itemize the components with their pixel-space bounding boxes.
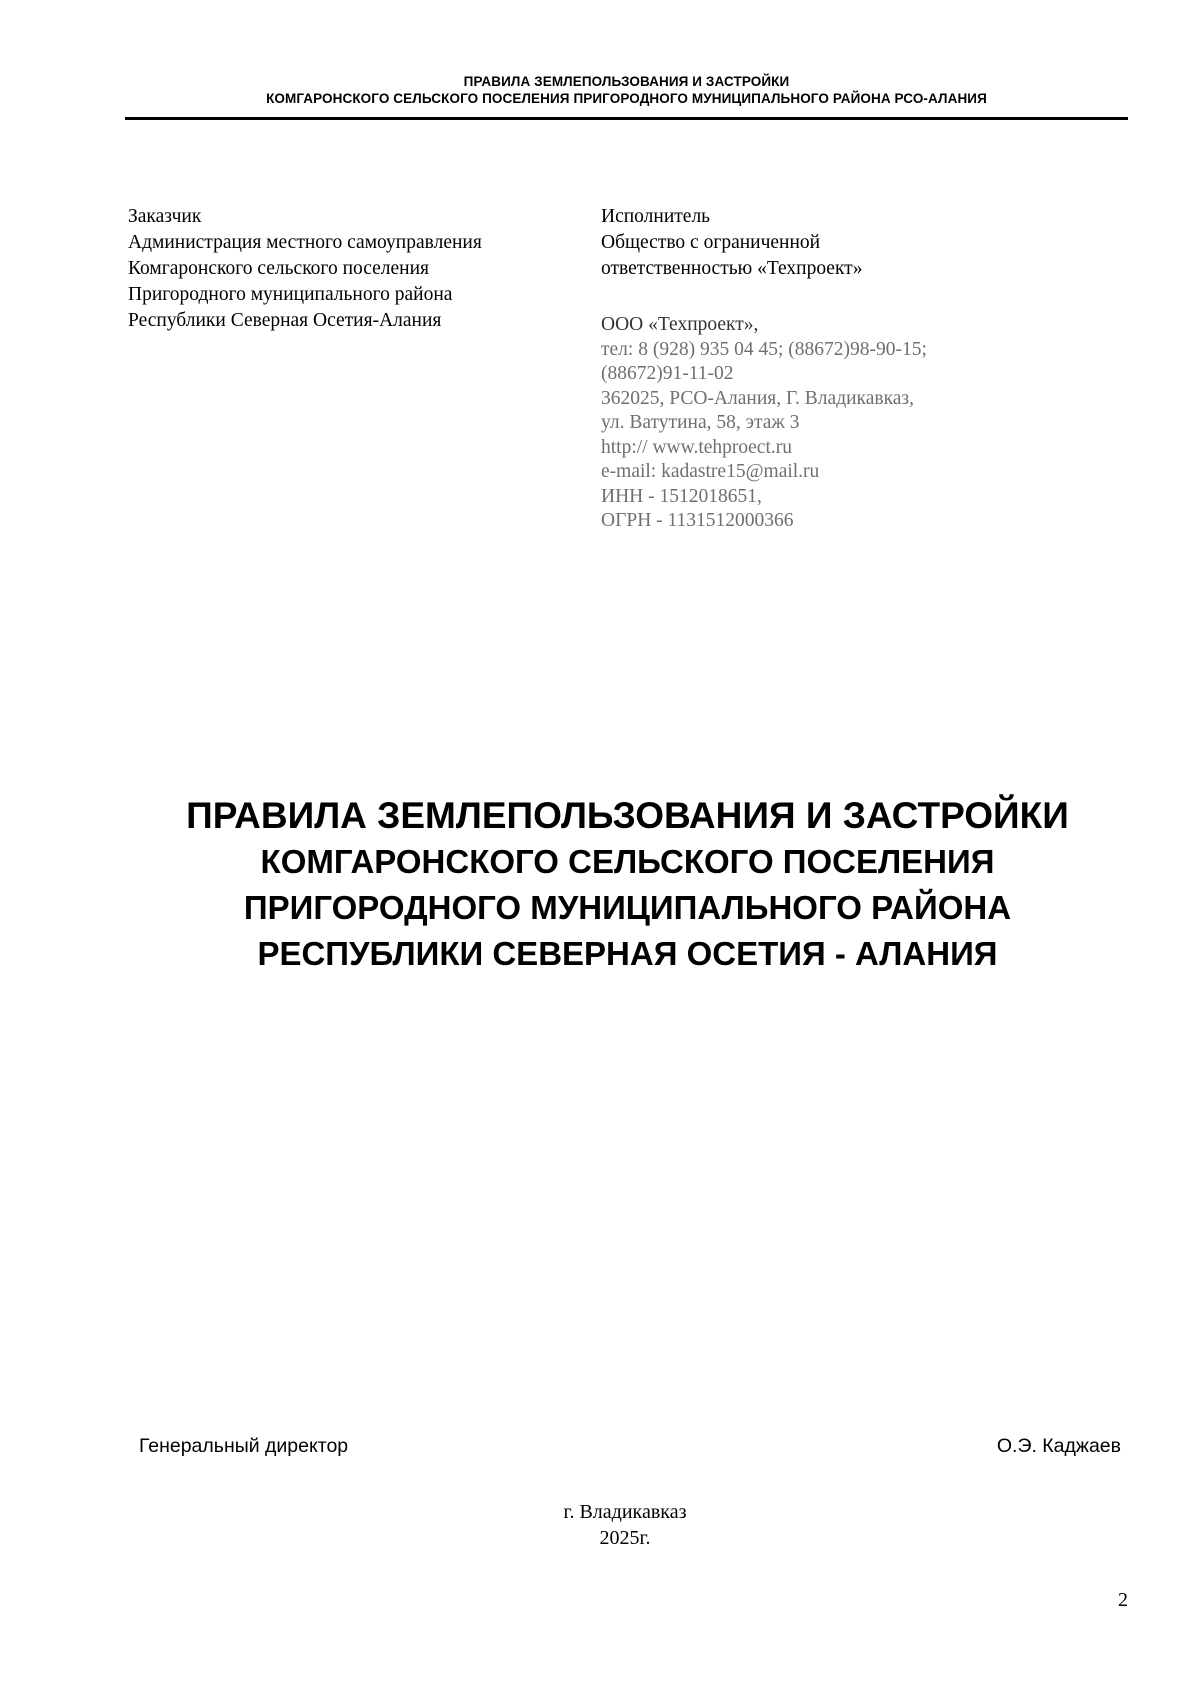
header-divider <box>125 117 1128 120</box>
contractor-email: e-mail: kadastre15@mail.ru <box>601 461 820 482</box>
customer-line: Республики Северная Осетия-Алания <box>128 310 442 331</box>
title-line: ПРАВИЛА ЗЕМЛЕПОЛЬЗОВАНИЯ И ЗАСТРОЙКИ <box>186 795 1069 836</box>
signatory-role: Генеральный директор <box>139 1435 349 1457</box>
contractor-street: ул. Ватутина, 58, этаж 3 <box>601 412 800 433</box>
contractor-address: 362025, РСО-Алания, Г. Владикавказ, <box>601 387 914 409</box>
signatory-name: О.Э. Каджаев <box>996 1435 1121 1457</box>
title-line: РЕСПУБЛИКИ СЕВЕРНАЯ ОСЕТИЯ - АЛАНИЯ <box>257 935 998 972</box>
customer-label: Заказчик <box>128 206 202 227</box>
document-title <box>100 793 1155 977</box>
place-and-date <box>400 1499 850 1551</box>
title-line: ПРИГОРОДНОГО МУНИЦИПАЛЬНОГО РАЙОНА <box>243 889 1012 926</box>
year: 2025г. <box>599 1527 651 1549</box>
contractor-details <box>601 313 927 534</box>
title-line: КОМГАРОНСКОГО СЕЛЬСКОГО ПОСЕЛЕНИЯ <box>260 843 995 880</box>
city: г. Владикавказ <box>563 1501 687 1523</box>
running-header-line-2: КОМГАРОНСКОГО СЕЛЬСКОГО ПОСЕЛЕНИЯ ПРИГОРОДНОГО МУНИЦИПАЛЬНОГО РАЙОНА РСО-АЛАНИЯ <box>266 91 987 106</box>
contractor-line: Общество с ограниченной <box>601 232 821 253</box>
customer-line: Пригородного муниципального района <box>128 284 453 305</box>
contractor-inn: ИНН - 1512018651, <box>601 485 762 507</box>
contractor-company-name: ООО «Техпроект», <box>601 314 759 335</box>
page-number: 2 <box>1118 1589 1128 1611</box>
contractor-ogrn: ОГРН - 1131512000366 <box>601 510 794 531</box>
customer-line: Комгаронского сельского поселения <box>128 258 430 279</box>
contractor-line: ответственностью «Техпроект» <box>601 258 863 279</box>
customer-block <box>128 204 482 334</box>
contractor-phone-extra: (88672)91-11-02 <box>601 363 734 384</box>
running-header <box>125 73 1128 107</box>
contractor-phone: тел: 8 (928) 935 04 45; (88672)98-90-15; <box>601 338 927 360</box>
contractor-website: http:// www.tehproect.ru <box>601 436 792 458</box>
contractor-label: Исполнитель <box>601 206 711 227</box>
customer-line: Администрация местного самоуправления <box>128 232 482 253</box>
running-header-line-1: ПРАВИЛА ЗЕМЛЕПОЛЬЗОВАНИЯ И ЗАСТРОЙКИ <box>463 74 790 89</box>
contractor-block <box>601 204 862 282</box>
